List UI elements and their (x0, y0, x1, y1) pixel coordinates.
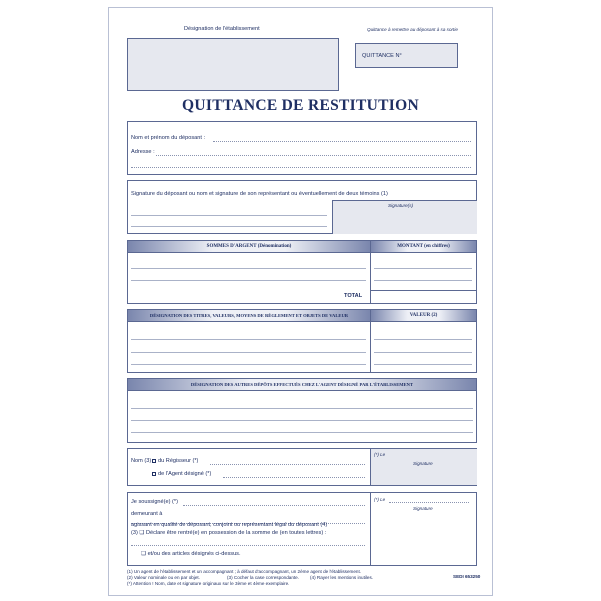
securities-row[interactable] (131, 364, 366, 365)
securities-row[interactable] (131, 339, 366, 340)
witness-line-1[interactable] (131, 215, 327, 216)
amount-row[interactable] (374, 268, 472, 269)
declaration-signature-box[interactable] (370, 493, 477, 565)
name-line[interactable] (213, 141, 471, 142)
agent-line[interactable] (223, 477, 365, 478)
establishment-box[interactable] (127, 38, 339, 91)
money-divider (370, 253, 371, 291)
witness-line-2[interactable] (131, 226, 327, 227)
regisseur-line[interactable] (210, 464, 365, 465)
value-row[interactable] (374, 339, 472, 340)
regisseur-signature-box[interactable] (370, 449, 477, 485)
agent-option[interactable]: de l'Agent désigné (*) (152, 471, 211, 478)
securities-divider (370, 322, 371, 372)
footnote-2b: (3) Cocher la case correspondante. (227, 575, 300, 580)
securities-row[interactable] (131, 352, 366, 353)
soussigne-line[interactable] (183, 505, 365, 506)
regisseur-date-label: (*) Le (374, 452, 386, 457)
value-row[interactable] (374, 364, 472, 365)
footnote-2a: (2) Valeur nominale ou en par objet. (127, 575, 200, 580)
securities-col-value: VALEUR (2) (370, 310, 476, 322)
money-col-description: SOMMES D'ARGENT (Dénomination) (128, 241, 370, 253)
money-table (127, 240, 477, 304)
other-deposits-header: DÉSIGNATION DES AUTRES DÉPÔTS EFFECTUÉS CHEZ L'AGENT DÉSIGNÉ PAR L'ÉTABLISSEMENT (128, 379, 476, 391)
deposits-row[interactable] (131, 432, 473, 433)
nom-label: Nom (3) (131, 458, 152, 464)
depositor-section (127, 121, 477, 175)
regisseur-checkbox[interactable] (152, 459, 156, 463)
money-col-amount: MONTANT (en chiffres) (370, 241, 476, 253)
total-label: TOTAL (344, 293, 363, 299)
address-line[interactable] (156, 155, 471, 156)
agent-checkbox[interactable] (152, 472, 156, 476)
depositor-name-label: Nom et prénom du déposant : (131, 135, 206, 141)
quittance-number-label: QUITTANCE N° (362, 53, 402, 59)
footnote-3: (*) Attention ! Nom, date et signature originaux sur le 3ème et 4ème exemplaire. (127, 581, 290, 586)
form-code: SEDI 653250 (453, 574, 481, 579)
establishment-label: Désignation de l'établissement (184, 26, 260, 32)
signatures-box[interactable] (332, 200, 477, 234)
signature-section (127, 180, 477, 234)
total-field[interactable] (370, 290, 477, 304)
agissant-label: agissant en qualité de déposant, conjoint ou représentant légal du déposant (4) (131, 522, 328, 528)
amount-row[interactable] (374, 280, 472, 281)
receipt-form (108, 7, 493, 596)
declaration-signature-label: Signature (413, 506, 433, 511)
securities-col-description: DÉSIGNATION DES TITRES, VALEURS, MOYENS DE RÈGLEMENT ET OBJETS DE VALEUR (128, 310, 370, 322)
regisseur-signature-label: Signature (413, 461, 433, 466)
demeurant-label: demeurant à (131, 511, 163, 517)
declare-option[interactable]: (3) ❑ Déclare être rentré(e) en possession de la somme de (en toutes lettres) : (131, 530, 327, 536)
declaration-date-label: (*) Le (374, 497, 386, 502)
footnote-1: (1) Un agent de l'établissement et un accompagnant ; à défaut d'accompagnant, un 2ème agent de l'établissement. (127, 569, 361, 574)
form-title: QUITTANCE DE RESTITUTION (182, 97, 419, 114)
footnote-2c: (4) Rayer les mentions inutiles. (310, 575, 374, 580)
money-row[interactable] (131, 268, 366, 269)
header-note: Quittance à remettre au déposant à sa sortie (367, 27, 458, 32)
value-row[interactable] (374, 352, 472, 353)
declaration-date-line[interactable] (389, 502, 469, 503)
regisseur-section (127, 448, 477, 486)
deposits-row[interactable] (131, 420, 473, 421)
depositor-address-label: Adresse : (131, 149, 155, 155)
soussigne-label: Je soussigné(e) (*) (131, 499, 178, 505)
other-deposits-section (127, 378, 477, 443)
securities-table (127, 309, 477, 373)
quittance-number-box[interactable] (355, 43, 458, 68)
articles-option[interactable]: ❑ et/ou des articles désignés ci-dessus. (141, 551, 241, 557)
address-line-2[interactable] (131, 167, 471, 168)
signatures-label: Signature(s) (388, 203, 414, 208)
deposits-row[interactable] (131, 408, 473, 409)
amount-words-line[interactable] (131, 545, 365, 546)
declaration-section (127, 492, 477, 566)
signature-label: Signature du déposant ou nom et signature de son représentant ou éventuellement de deux témoins (1) (131, 191, 388, 197)
regisseur-option[interactable]: du Régisseur (*) (152, 458, 198, 465)
money-row[interactable] (131, 280, 366, 281)
